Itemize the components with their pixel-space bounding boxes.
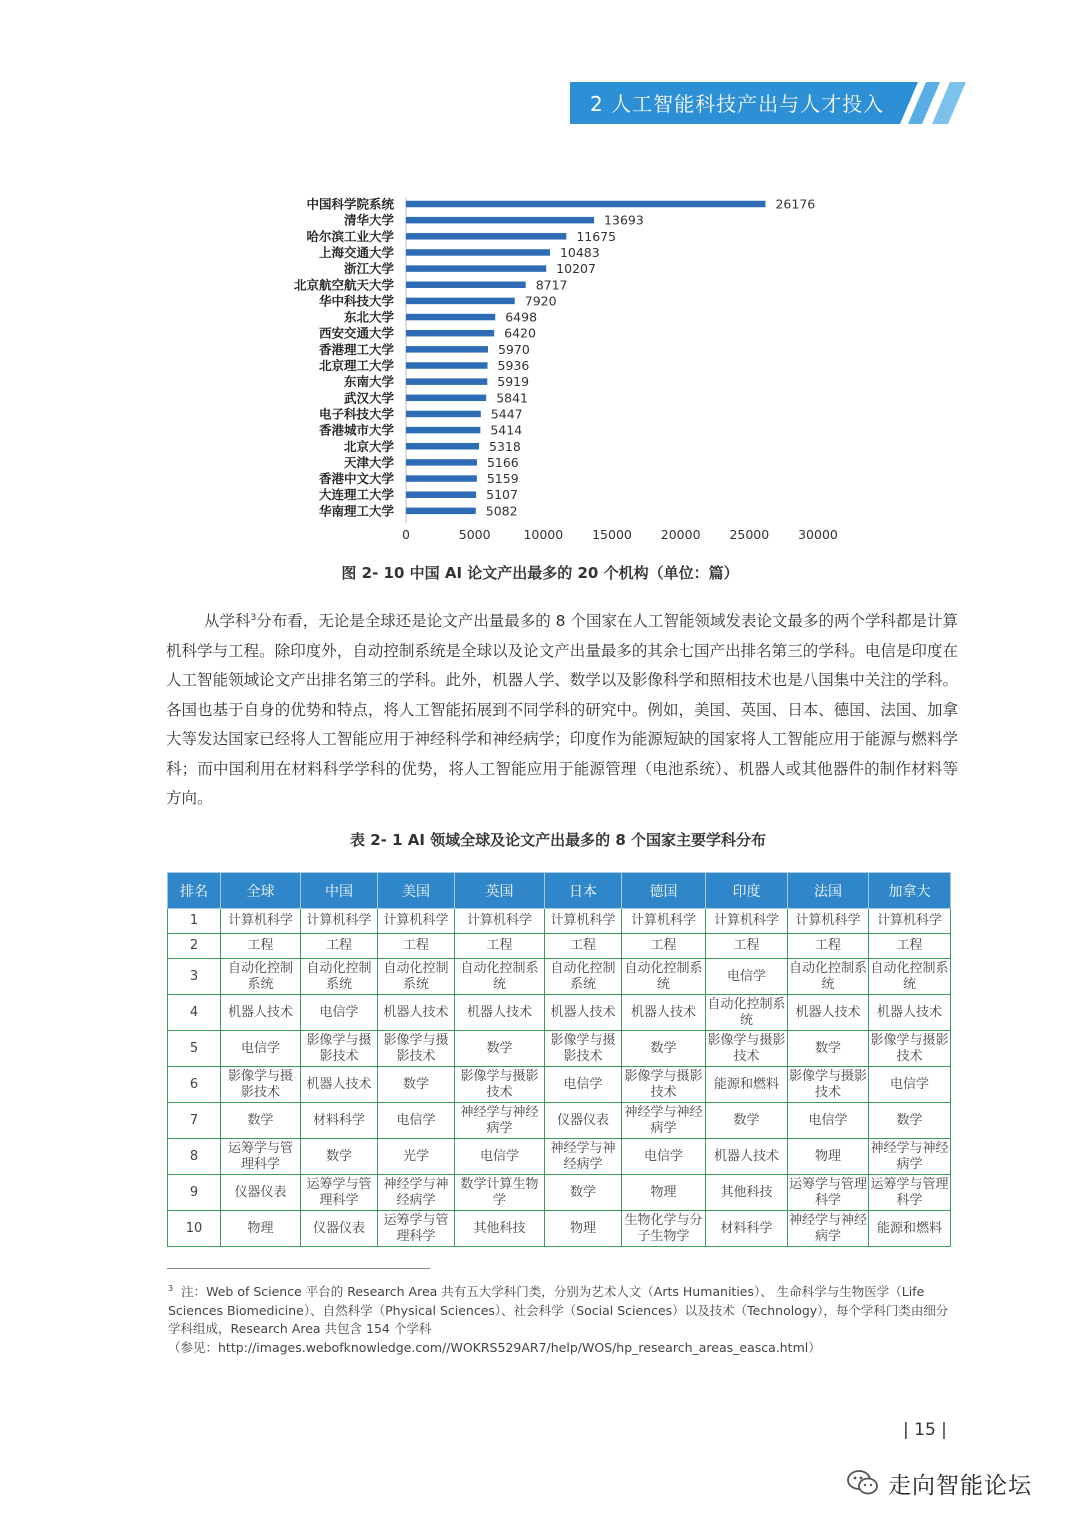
bar (406, 491, 476, 498)
paragraph-part1: 从学科 (204, 612, 251, 630)
x-tick-label: 5000 (458, 527, 491, 542)
category-label: 北京理工大学 (318, 358, 394, 373)
data-label: 5166 (486, 454, 519, 470)
category-label: 天津大学 (343, 454, 394, 470)
table-row (168, 1175, 951, 1211)
subject-cell: 影像学与摄影技术 (378, 1031, 455, 1067)
rank-cell: 1 (168, 909, 221, 934)
subject-cell: 电信学 (301, 995, 378, 1031)
data-label: 8717 (535, 277, 568, 293)
footnote (168, 1283, 958, 1357)
subject-cell: 影像学与摄影技术 (869, 1031, 951, 1067)
subject-cell: 电信学 (706, 959, 788, 995)
x-tick-label: 30000 (798, 527, 838, 542)
category-label: 哈尔滨工业大学 (306, 228, 394, 244)
bar (406, 475, 477, 482)
subject-cell: 影像学与摄影技术 (221, 1067, 301, 1103)
rank-cell: 4 (168, 995, 221, 1031)
data-label: 10483 (559, 244, 600, 260)
column-header: 英国 (455, 873, 545, 909)
category-label: 北京大学 (343, 438, 394, 454)
category-label: 东南大学 (343, 374, 394, 390)
footnote-divider (167, 1268, 430, 1269)
subject-cell: 工程 (221, 934, 301, 959)
rank-cell: 9 (168, 1175, 221, 1211)
category-label: 北京航空航天大学 (293, 277, 394, 293)
subject-cell: 物理 (221, 1211, 301, 1247)
subject-cell: 能源和燃料 (706, 1067, 788, 1103)
bar (406, 411, 481, 418)
subject-cell: 神经学与神经病学 (378, 1175, 455, 1211)
category-label: 东北大学 (343, 309, 394, 325)
subject-cell: 电信学 (455, 1139, 545, 1175)
footnote-ref[interactable]: 3 (250, 613, 257, 623)
column-header: 美国 (378, 873, 455, 909)
column-header: 法国 (788, 873, 869, 909)
subject-cell: 电信学 (622, 1139, 706, 1175)
bar (406, 314, 495, 321)
subject-cell: 神经学与神经病学 (869, 1139, 951, 1175)
footnote-line1: 注：Web of Science 平台的 Research Area 共有五大学科门类，分别为艺术人文（Arts Humanities）、 生命科学与生物医学（Life Sciences Biomedicine）、自然科学（Physical Sciences）、社会科学（Social Sciences）以及技术（Technology），每个学科门类由细分学科组成，Research Area 共包含 154 个学科 (168, 1284, 949, 1336)
bar (406, 395, 486, 402)
footnote-marker: 3 (168, 1284, 174, 1293)
x-tick-label: 10000 (523, 527, 564, 542)
subject-cell: 影像学与摄影技术 (706, 1031, 788, 1067)
subject-cell: 计算机科学 (622, 909, 706, 934)
subject-cell: 机器人技术 (545, 995, 622, 1031)
table-row (168, 1139, 951, 1175)
category-label: 浙江大学 (343, 261, 394, 277)
subject-cell: 数学 (869, 1103, 951, 1139)
subject-cell: 计算机科学 (455, 909, 545, 934)
data-label: 5107 (486, 487, 518, 503)
category-label: 上海交通大学 (318, 244, 394, 260)
column-header: 中国 (301, 873, 378, 909)
column-header: 全球 (221, 873, 301, 909)
table-header-row (168, 873, 951, 909)
x-tick-label: 25000 (729, 527, 770, 542)
data-label: 5082 (485, 503, 518, 519)
x-tick-label: 15000 (592, 527, 632, 542)
subject-cell: 数学 (221, 1103, 301, 1139)
subject-cell: 工程 (788, 934, 869, 959)
subject-cell: 机器人技术 (622, 995, 706, 1031)
subject-cell: 能源和燃料 (869, 1211, 951, 1247)
column-header: 德国 (622, 873, 706, 909)
data-label: 5159 (486, 471, 519, 487)
subject-cell: 机器人技术 (378, 995, 455, 1031)
subject-cell: 仪器仪表 (545, 1103, 622, 1139)
subject-cell: 工程 (455, 934, 545, 959)
subject-cell: 神经学与神经病学 (788, 1211, 869, 1247)
subject-cell: 光学 (378, 1139, 455, 1175)
category-label: 华中科技大学 (318, 293, 394, 309)
data-label: 5936 (497, 358, 530, 373)
subject-cell: 电信学 (545, 1067, 622, 1103)
column-header: 日本 (545, 873, 622, 909)
bar (406, 217, 594, 224)
bar (406, 282, 526, 289)
subject-cell: 工程 (869, 934, 951, 959)
subject-cell: 仪器仪表 (301, 1211, 378, 1247)
subject-cell: 计算机科学 (545, 909, 622, 934)
rank-cell: 7 (168, 1103, 221, 1139)
rank-cell: 6 (168, 1067, 221, 1103)
column-header: 加拿大 (869, 873, 951, 909)
subject-cell: 影像学与摄影技术 (788, 1067, 869, 1103)
subject-cell: 运筹学与管理科学 (869, 1175, 951, 1211)
subject-cell: 自动化控制系统 (221, 959, 301, 995)
subject-cell: 机器人技术 (869, 995, 951, 1031)
data-label: 26176 (775, 196, 816, 212)
category-label: 清华大学 (343, 212, 394, 228)
column-header: 排名 (168, 873, 221, 909)
category-label: 西安交通大学 (318, 325, 394, 341)
category-label: 香港理工大学 (318, 341, 394, 357)
bar (406, 427, 480, 434)
bar (406, 443, 479, 450)
bar (406, 508, 476, 514)
column-header: 印度 (706, 873, 788, 909)
subject-cell: 影像学与摄影技术 (622, 1067, 706, 1103)
figure-caption: 图 2- 10 中国 AI 论文产出最多的 20 个机构（单位：篇） (341, 564, 739, 582)
data-label: 10207 (556, 261, 596, 277)
subject-cell: 数学计算生物学 (455, 1175, 545, 1211)
category-label: 武汉大学 (343, 390, 394, 406)
data-label: 5318 (489, 438, 521, 454)
subject-cell: 神经学与神经病学 (622, 1103, 706, 1139)
bar (406, 362, 488, 369)
subject-cell: 神经学与神经病学 (545, 1139, 622, 1175)
bar (406, 265, 546, 272)
table-row (168, 1103, 951, 1139)
category-label: 华南理工大学 (318, 503, 394, 519)
subject-cell: 影像学与摄影技术 (545, 1031, 622, 1067)
subject-cell: 材料科学 (706, 1211, 788, 1247)
subject-cell: 自动化控制系统 (545, 959, 622, 995)
data-label: 7920 (524, 293, 557, 309)
subject-cell: 自动化控制系统 (788, 959, 869, 995)
chapter-title: 2 人工智能科技产出与人才投入 (590, 92, 885, 116)
bar (406, 233, 566, 240)
subject-cell: 材料科学 (301, 1103, 378, 1139)
subject-cell: 生物化学与分子生物学 (622, 1211, 706, 1247)
data-label: 5414 (490, 422, 523, 438)
subject-cell: 数学 (455, 1031, 545, 1067)
subject-cell: 电信学 (788, 1103, 869, 1139)
rank-cell: 5 (168, 1031, 221, 1067)
subject-cell: 机器人技术 (301, 1067, 378, 1103)
table-row (168, 959, 951, 995)
bar (406, 346, 488, 353)
subject-cell: 自动化控制系统 (378, 959, 455, 995)
rank-cell: 3 (168, 959, 221, 995)
data-label: 5841 (496, 390, 529, 406)
subject-cell: 数学 (788, 1031, 869, 1067)
subject-cell: 计算机科学 (221, 909, 301, 934)
subject-cell: 神经学与神经病学 (455, 1103, 545, 1139)
subject-cell: 工程 (706, 934, 788, 959)
subject-cell: 机器人技术 (221, 995, 301, 1031)
bar (406, 378, 487, 385)
header-banner (0, 0, 1080, 140)
subject-cell: 数学 (545, 1175, 622, 1211)
subject-cell: 仪器仪表 (221, 1175, 301, 1211)
subject-cell: 数学 (622, 1031, 706, 1067)
subject-cell: 数学 (378, 1067, 455, 1103)
category-label: 香港城市大学 (318, 422, 394, 438)
table-row (168, 1031, 951, 1067)
rank-cell: 2 (168, 934, 221, 959)
bar (406, 249, 550, 256)
subject-cell: 自动化控制系统 (869, 959, 951, 995)
subject-cell: 电信学 (221, 1031, 301, 1067)
subject-cell: 运筹学与管理科学 (301, 1175, 378, 1211)
subject-cell: 物理 (622, 1175, 706, 1211)
subject-cell: 机器人技术 (788, 995, 869, 1031)
table-row (168, 1211, 951, 1247)
bar-chart (240, 188, 860, 553)
data-label: 5970 (497, 341, 530, 357)
subject-cell: 工程 (622, 934, 706, 959)
subject-cell: 影像学与摄影技术 (301, 1031, 378, 1067)
data-label: 13693 (604, 212, 644, 228)
subject-cell: 影像学与摄影技术 (455, 1067, 545, 1103)
subject-cell: 工程 (301, 934, 378, 959)
category-label: 中国科学院系统 (306, 196, 394, 212)
page-number: | 15 | (903, 1420, 947, 1440)
subject-cell: 数学 (706, 1103, 788, 1139)
category-label: 电子科技大学 (318, 406, 394, 422)
data-label: 5919 (497, 374, 530, 390)
subject-cell: 计算机科学 (869, 909, 951, 934)
subject-cell: 数学 (301, 1139, 378, 1175)
subject-cell: 运筹学与管理科学 (788, 1175, 869, 1211)
subject-cell: 机器人技术 (455, 995, 545, 1031)
subject-cell: 计算机科学 (378, 909, 455, 934)
subject-cell: 自动化控制系统 (301, 959, 378, 995)
data-label: 5447 (490, 406, 523, 422)
body-paragraph (166, 607, 958, 814)
data-label: 6498 (505, 309, 538, 325)
subject-cell: 工程 (378, 934, 455, 959)
table-row (168, 909, 951, 934)
subject-cell: 其他科技 (455, 1211, 545, 1247)
data-label: 11675 (576, 228, 617, 244)
table-row (168, 995, 951, 1031)
x-tick-label: 0 (402, 527, 410, 542)
category-label: 大连理工大学 (318, 487, 394, 503)
subject-cell: 电信学 (378, 1103, 455, 1139)
subject-cell: 物理 (788, 1139, 869, 1175)
subject-cell: 自动化控制系统 (455, 959, 545, 995)
subject-cell: 自动化控制系统 (706, 995, 788, 1031)
table-row (168, 1067, 951, 1103)
rank-cell: 8 (168, 1139, 221, 1175)
bar (406, 201, 765, 208)
subject-cell: 物理 (545, 1211, 622, 1247)
data-label: 6420 (504, 325, 536, 341)
subject-cell: 运筹学与管理科学 (378, 1211, 455, 1247)
bar (406, 330, 494, 337)
subject-distribution-table (167, 872, 951, 1247)
rank-cell: 10 (168, 1211, 221, 1247)
wechat-icon (846, 1468, 880, 1498)
table-row (168, 934, 951, 959)
subject-cell: 电信学 (869, 1067, 951, 1103)
table-caption: 表 2- 1 AI 领域全球及论文产出最多的 8 个国家主要学科分布 (349, 831, 767, 849)
bar (406, 459, 477, 466)
subject-cell: 运筹学与管理科学 (221, 1139, 301, 1175)
subject-cell: 计算机科学 (706, 909, 788, 934)
category-label: 香港中文大学 (318, 471, 394, 487)
subject-cell: 其他科技 (706, 1175, 788, 1211)
subject-cell: 自动化控制系统 (622, 959, 706, 995)
paragraph-part2: 分布看，无论是全球还是论文产出量最多的 8 个国家在人工智能领域发表论文最多的两个学科都是计算机科学与工程。除印度外，自动控制系统是全球以及论文产出量最多的其余七国产出排名第三的学科。电信是印度在人工智能领域论文产出排名第三的学科。此外，机器人学、数学以及影像科学和照相技术也是八国集中关注的学科。各国也基于自身的优势和特点，将人工智能拓展到不同学科的研究中。例如，美国、英国、日本、德国、法国、加拿大等发达国家已经将人工智能应用于神经科学和神经病学；印度作为能源短缺的国家将人工智能应用于能源与燃料学科；而中国利用在材料科学学科的优势，将人工智能应用于能源管理（电池系统）、机器人或其他器件的制作材料等方向。 (166, 612, 958, 807)
watermark-text: 走向智能论坛 (888, 1472, 1032, 1499)
subject-cell: 计算机科学 (788, 909, 869, 934)
subject-cell: 机器人技术 (706, 1139, 788, 1175)
bar (406, 298, 515, 305)
x-tick-label: 20000 (660, 527, 701, 542)
subject-cell: 计算机科学 (301, 909, 378, 934)
watermark (846, 1463, 1032, 1503)
footnote-line2[interactable]: （参见：http://images.webofknowledge.com//WOKRS529AR7/help/WOS/hp_research_areas_easca.html） (168, 1339, 821, 1355)
subject-cell: 工程 (545, 934, 622, 959)
